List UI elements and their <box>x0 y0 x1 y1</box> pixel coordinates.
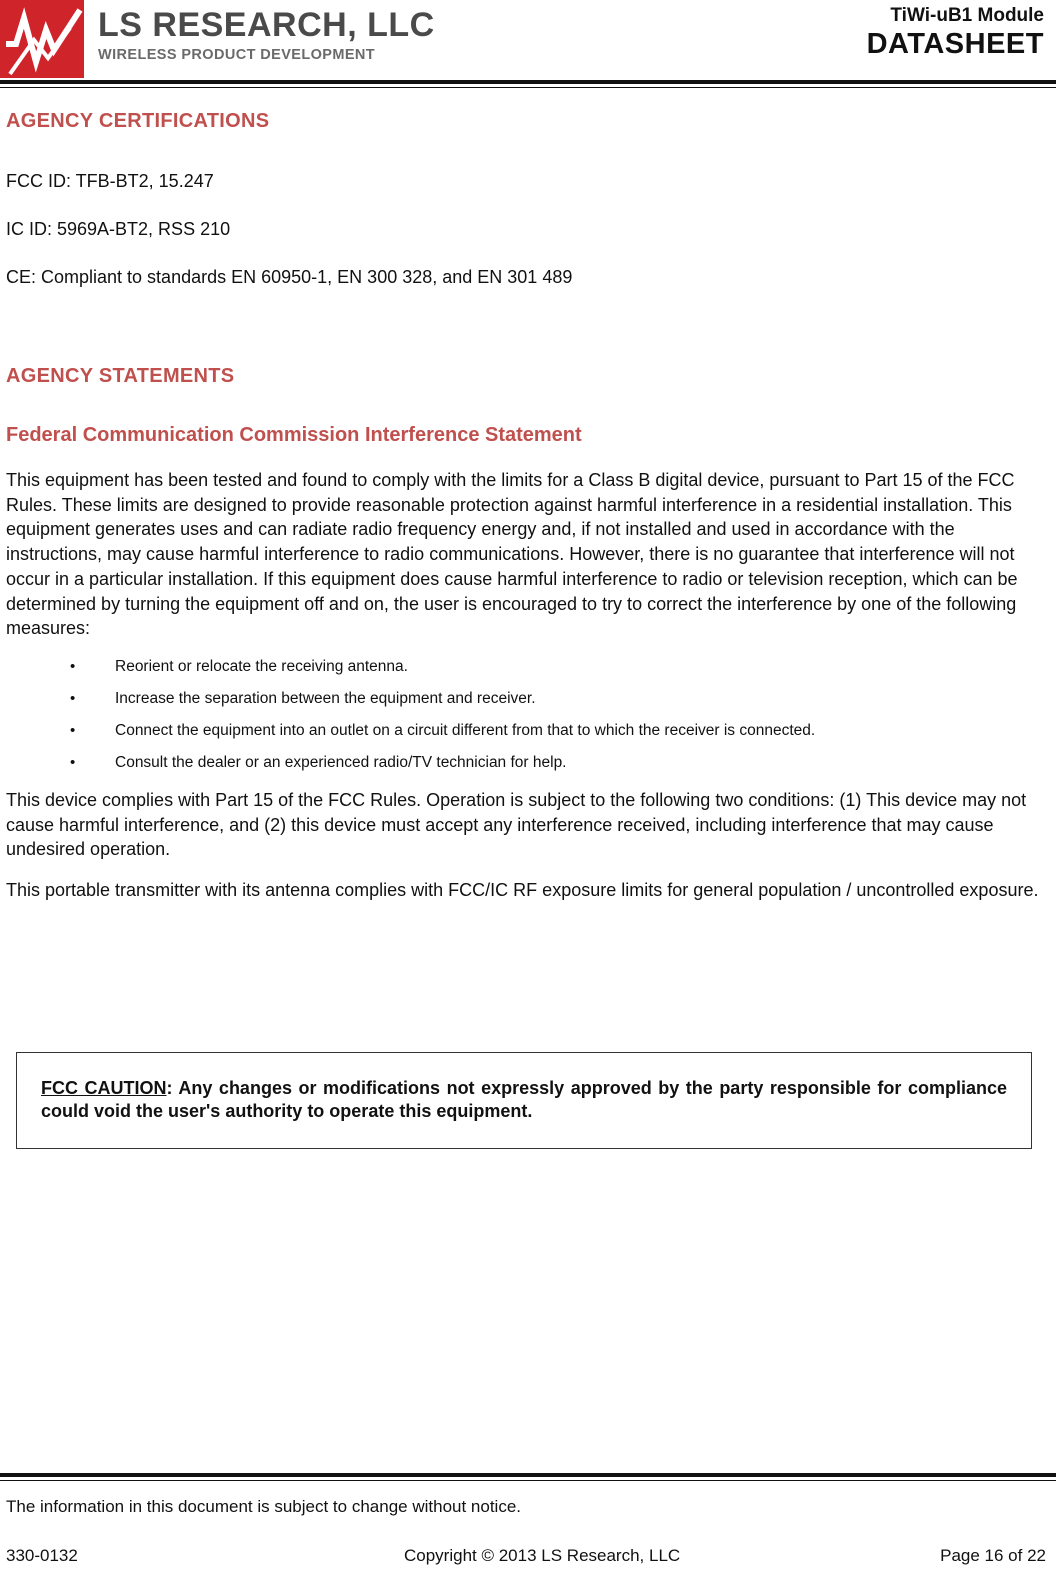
list-item: • Reorient or relocate the receiving antenna. <box>70 657 408 675</box>
module-name: TiWi-uB1 Module <box>890 5 1044 26</box>
ce-line: CE: Compliant to standards EN 60950-1, EN 300 328, and EN 301 489 <box>6 267 573 287</box>
footer-notice: The information in this document is subject to change without notice. <box>6 1497 522 1516</box>
certifications-heading: AGENCY CERTIFICATIONS <box>6 110 270 132</box>
document-number: 330-0132 <box>6 1546 78 1565</box>
bullet-icon: • <box>70 753 76 771</box>
statements-heading: AGENCY STATEMENTS <box>6 365 235 387</box>
company-logo <box>0 0 435 80</box>
company-name: LS RESEARCH, LLC <box>98 6 435 44</box>
fcc-intro-paragraph: This equipment has been tested and found to comply with the limits for a Class B digital device, pursuant to Part 15 of the FCC Rules. These limits are designed to provide reasonable protection against harmful interference in a residential installation. This equipment generates uses and can radiate radio frequency energy and, if not installed and used in accordance with the instructions, may cause harmful interference to radio communications. However, there is no guarantee that interference will not occur in a particular installation. If this equipment does cause harmful interference to radio or television reception, which can be determined by turning the equipment off and on, the user is encouraged to try to correct the interference by one of the following measures: <box>6 470 1018 639</box>
document-type: DATASHEET <box>866 28 1044 60</box>
header-divider-thin <box>0 87 1056 88</box>
list-item: • Connect the equipment into an outlet on a circuit different from that to which the receiver is connected. <box>70 721 816 739</box>
bullet-icon: • <box>70 657 76 675</box>
page-header <box>0 0 1056 90</box>
fcc-statement-subheading: Federal Communication Commission Interference Statement <box>6 424 582 446</box>
fcc-id-line: FCC ID: TFB-BT2, 15.247 <box>6 171 214 191</box>
footer-divider-thin <box>0 1480 1056 1481</box>
page-footer <box>6 1546 1046 1568</box>
fcc-caution-label: FCC CAUTION <box>41 1078 167 1098</box>
list-item: • Increase the separation between the equipment and receiver. <box>70 689 536 707</box>
ic-id-line: IC ID: 5969A-BT2, RSS 210 <box>6 219 231 239</box>
company-tagline: WIRELESS PRODUCT DEVELOPMENT <box>98 47 376 63</box>
part15-paragraph: This device complies with Part 15 of the FCC Rules. Operation is subject to the following two conditions: (1) This device may not cause harmful interference, and (2) this device must accept any interference received, including interference that may cause undesired operation. <box>6 789 1027 860</box>
bullet-icon: • <box>70 721 76 739</box>
bullet-icon: • <box>70 689 76 707</box>
page-content <box>6 108 1052 903</box>
fcc-caution-text <box>41 1077 1007 1123</box>
document-title-block <box>867 5 1044 61</box>
footer-divider-thick <box>0 1473 1056 1477</box>
list-item: • Consult the dealer or an experienced radio/TV technician for help. <box>70 753 567 771</box>
interference-measures-list <box>6 657 1052 772</box>
page-number: Page 16 of 22 <box>940 1546 1046 1565</box>
ls-research-logo-icon <box>0 0 88 80</box>
header-divider-thick <box>0 80 1056 84</box>
rf-exposure-paragraph: This portable transmitter with its antenna complies with FCC/IC RF exposure limits for general population / uncontrolled exposure. <box>6 880 1039 901</box>
copyright: Copyright © 2013 LS Research, LLC <box>404 1546 681 1565</box>
fcc-caution-box <box>16 1052 1032 1149</box>
fcc-caution-body: : Any changes or modifications not expressly approved by the party responsible for compliance could void the user's authority to operate this equipment. <box>41 1078 1007 1121</box>
